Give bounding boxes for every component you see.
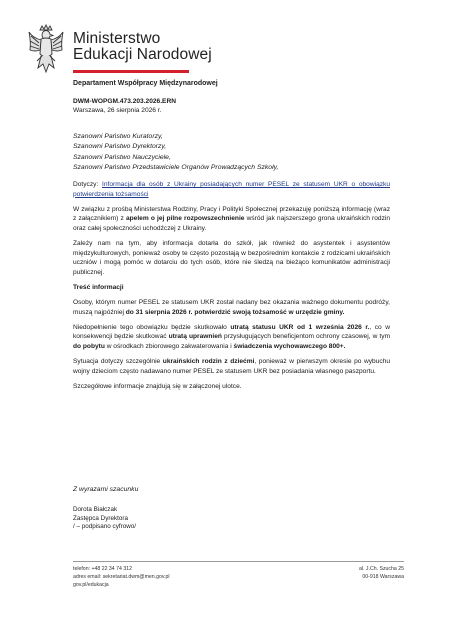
ministry-line-1: Ministerstwo [73,30,161,47]
text-run: , ponieważ w pierwszym okresie po wybuchu wojny dzieciom często nadawano numer PESEL ze statusem UKR bez posiadania własnego paszportu. [73,357,391,375]
signatory-title: Zastępca Dyrektora [73,514,128,522]
accent-divider [73,70,189,73]
footer-divider [73,561,404,562]
footer-email: adres email: sekretariat.dwm@men.gov.pl [73,573,170,580]
content-header: Treść informacji [73,283,124,291]
letter-body [73,180,390,397]
bold-run: do pobytu [73,342,105,350]
footer-contact [73,566,170,589]
text-run: Niedopełnienie tego obowiązku będzie skutkowało [73,323,231,331]
addressee-line: Szanowni Państwo Kuratorzy, [73,133,163,140]
paragraph-1 [73,205,390,234]
ministry-line-2: Edukacji Narodowej [73,46,212,63]
department-name: Departament Współpracy Międzynarodowej [73,80,218,87]
bold-run: apelem o jej pilne rozpowszechnienie [125,215,245,223]
addressee-line: Szanowni Państwo Przedstawiciele Organów Prowadzących Szkoły, [73,164,279,172]
footer-address-line-1: al. J.Ch. Szucha 25 [359,566,404,572]
subject-line [73,180,390,199]
footer-address-line-2: 00-918 Warszawa [362,573,404,580]
paragraph-5 [73,357,390,376]
text-run: w ośrodkach zbiorowego zakwaterowania i [104,342,234,350]
signature-note: / – podpisano cyfrowo/ [73,523,137,531]
signature-block [73,506,136,532]
bold-run: świadczenia wychowawczego 800+. [233,342,346,350]
eagle-emblem-icon [27,24,65,76]
paragraph-2: Zależy nam na tym, aby informacja dotarła do szkół, jak również do asystentek i asystentów międzykulturowych, ponieważ osoby te często pozostają w bezpośrednim kontakcie z rodzicami ukraińskich uczniów i mogą pomóc w dotarciu do tych osób, które nie śledzą na bieżąco komunikatów administracji publicznej. [73,239,390,276]
footer-phone: telefon: +48 22 34 74 312 [73,566,132,572]
text-run: , co w konsekwencji będzie skutkować [73,323,390,341]
reference-number: DWM-WOPGM.473.203.2026.ERN [73,98,176,105]
text-run: Osoby, którym numer PESEL ze statusem UKR został nadany bez okazania ważnego dokumentu podróży, muszą najpóźniej [73,298,390,316]
place-and-date: Warszawa, 26 sierpnia 2026 r. [73,107,162,114]
ministry-name [73,31,212,63]
addressee-line: Szanowni Państwo Dyrektorzy, [73,143,167,151]
text-run: W związku z prośbą Ministerstwa Rodziny, Pracy i Polityki Społecznej przekazuję poniższą informację (wraz z załącznikiem) z [73,205,390,223]
paragraph-6: Szczegółowe informacje znajdują się w załączonej ulotce. [73,382,242,390]
bold-run: ukraińskich rodzin z dziećmi [162,357,255,365]
footer-web: gov.pl/edukacja [73,581,109,588]
subject-prefix: Dotyczy: [73,181,102,188]
bold-run: utratą statusu UKR od 1 września 2026 r. [230,323,370,331]
bold-run: do 31 sierpnia 2026 r. potwierdzić swoją tożsamość w urzędzie gminy. [125,308,345,316]
text-run: Sytuacja dotyczy szczególnie [73,357,163,365]
addressee-line: Szanowni Państwo Nauczyciele, [73,153,171,161]
addressees [73,132,403,174]
paragraph-3 [73,298,390,317]
bold-run: utratą uprawnień [168,333,222,341]
text-run: przysługujących beneficjentom ochrony czasowej, w tym [221,333,390,341]
signatory-name: Dorota Białczak [73,506,118,513]
paragraph-4 [73,323,390,352]
closing-phrase: Z wyrazami szacunku [73,486,139,493]
text-run: wśród jak najszerszego grona ukraińskich rodzin oraz całej społeczności uchodźczej z Ukrainy. [73,215,390,232]
footer-address [359,566,404,582]
subject-text: Informacja dla osób z Ukrainy posiadających numer PESEL ze statusem UKR o obowiązku potwierdzenia tożsamości [73,181,390,198]
